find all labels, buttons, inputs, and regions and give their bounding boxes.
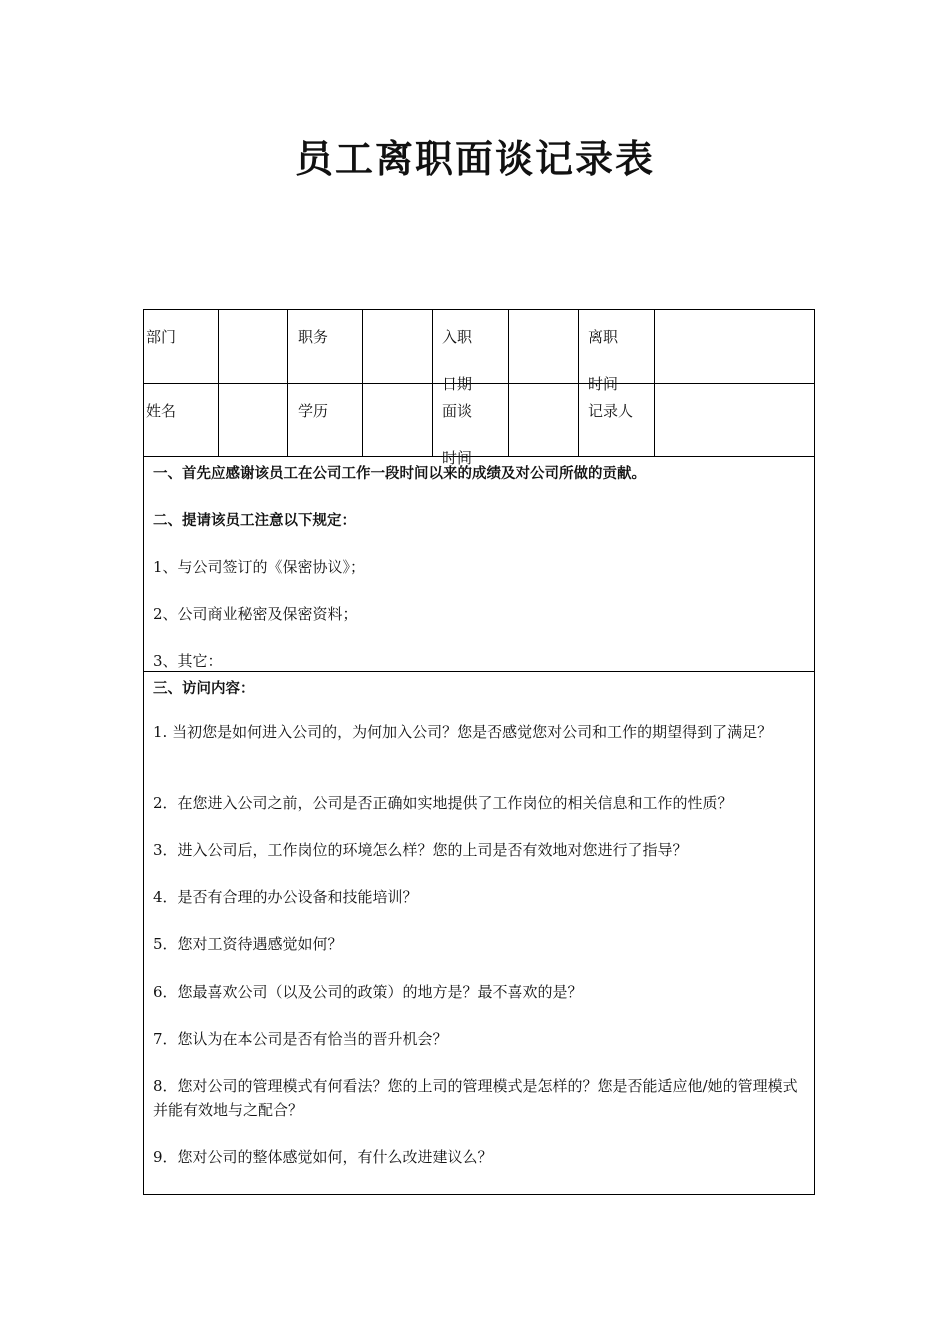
rule-item: 3、其它： bbox=[153, 652, 223, 670]
education-field[interactable] bbox=[363, 384, 433, 456]
department-label: 部门 bbox=[146, 328, 177, 346]
department-field[interactable] bbox=[219, 310, 288, 383]
interview-form-table bbox=[143, 309, 815, 1195]
question-item: 4．是否有合理的办公设备和技能培训？ bbox=[153, 888, 418, 906]
info-row-1 bbox=[144, 310, 814, 393]
question-item: 1. 当初您是如何进入公司的，为何加入公司？您是否感觉您对公司和工作的期望得到了满足？ bbox=[153, 723, 773, 741]
hire-date-label-cell bbox=[433, 310, 509, 393]
position-label-cell bbox=[288, 310, 363, 383]
recorder-label-cell bbox=[579, 384, 655, 456]
rules-heading: 二、提请该员工注意以下规定： bbox=[153, 513, 356, 529]
name-label-cell bbox=[144, 384, 219, 456]
question-item: 9．您对公司的整体感觉如何，有什么改进建议么？ bbox=[153, 1148, 493, 1166]
education-label-cell bbox=[288, 384, 363, 456]
recorder-field[interactable] bbox=[655, 384, 814, 456]
interview-time-field[interactable] bbox=[509, 384, 579, 456]
question-item: 3．进入公司后，工作岗位的环境怎么样？您的上司是否有效地对您进行了指导？ bbox=[153, 841, 688, 859]
education-label: 学历 bbox=[298, 402, 329, 420]
position-field[interactable] bbox=[363, 310, 433, 383]
interview-heading: 三、访问内容： bbox=[153, 681, 255, 697]
question-item: 7．您认为在本公司是否有恰当的晋升机会？ bbox=[153, 1030, 448, 1048]
rule-item: 2、公司商业秘密及保密资料； bbox=[153, 605, 358, 623]
name-field[interactable] bbox=[219, 384, 288, 456]
question-item: 5．您对工资待遇感觉如何？ bbox=[153, 935, 343, 953]
position-label: 职务 bbox=[298, 328, 329, 346]
interview-section bbox=[144, 672, 814, 1194]
interview-time-label: 面谈 时间 bbox=[442, 402, 473, 467]
leave-date-label: 离职 时间 bbox=[588, 328, 619, 393]
name-label: 姓名 bbox=[146, 402, 177, 420]
question-item: 2．在您进入公司之前，公司是否正确如实地提供了工作岗位的相关信息和工作的性质？ bbox=[153, 794, 733, 812]
hire-date-label: 入职 日期 bbox=[442, 328, 473, 393]
question-item: 8．您对公司的管理模式有何看法？您的上司的管理模式是怎样的？您是否能适应他/她的管理模式并能有效地与之配合？ bbox=[153, 1077, 798, 1119]
thanks-heading: 一、首先应感谢该员工在公司工作一段时间以来的成绩及对公司所做的贡献。 bbox=[153, 466, 646, 482]
page-title: 员工离职面谈记录表 bbox=[294, 137, 655, 181]
intro-section bbox=[144, 457, 814, 672]
department-label-cell bbox=[144, 310, 219, 383]
hire-date-field[interactable] bbox=[509, 310, 579, 383]
question-item: 6．您最喜欢公司（以及公司的政策）的地方是？最不喜欢的是？ bbox=[153, 983, 583, 1001]
recorder-label: 记录人 bbox=[588, 402, 634, 420]
info-row-2 bbox=[144, 384, 814, 467]
leave-date-field[interactable] bbox=[655, 310, 814, 383]
leave-date-label-cell bbox=[579, 310, 655, 393]
rule-item: 1、与公司签订的《保密协议》； bbox=[153, 558, 366, 576]
interview-time-label-cell bbox=[433, 384, 509, 467]
